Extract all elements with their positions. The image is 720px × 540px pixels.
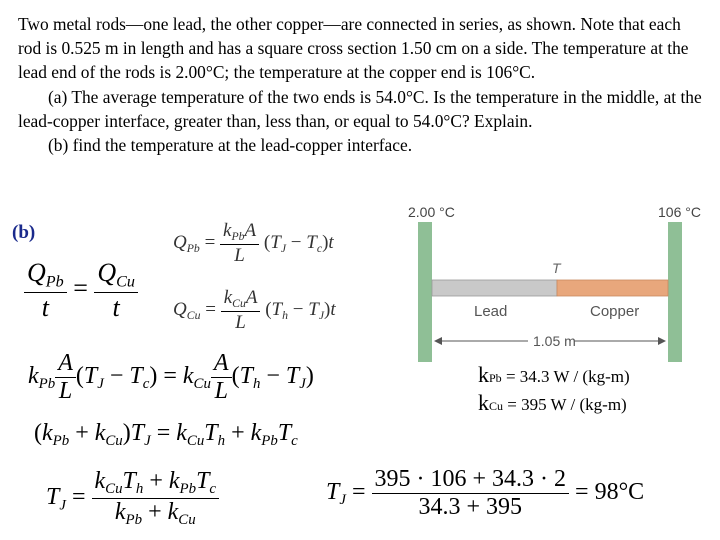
figure-rod-right: Copper xyxy=(590,303,640,320)
k-cu-subscript: Cu xyxy=(489,399,504,413)
length-arrow-right-head xyxy=(658,337,666,345)
problem-part-a: (a) The average temperature of the two ends is 54.0°C. Is the temperature in the middle, at the lead-copper interface, greater than, less than, or equal to 54.0°C? Explain. xyxy=(18,86,702,131)
k-cu-symbol: k xyxy=(478,390,489,415)
rods-figure xyxy=(400,200,720,365)
k-pb-symbol: k xyxy=(478,362,489,387)
problem-statement xyxy=(18,12,708,157)
constant-k-cu xyxy=(478,390,627,416)
heat-equation-lead: $Q_{Pb}$ = $\frac{k_{Pb}A}{L}$ $(T_J - T_c)t$ xyxy=(173,220,334,267)
copper-rod xyxy=(557,280,668,296)
constant-k-pb xyxy=(478,362,630,388)
left-wall xyxy=(418,222,432,362)
figure-temp-left: 2.00 °C xyxy=(408,204,455,220)
symbolic-solution: $T_J$ = $\frac{k_{Cu}T_h + k_{Pb}T_c}{k_{Pb} + k_{Cu}}$ xyxy=(46,468,219,529)
length-arrow-left-head xyxy=(434,337,442,345)
figure-junction-label: T xyxy=(552,260,561,276)
numeric-denominator: 34.3 + 395 xyxy=(372,493,570,521)
numeric-numerator: 395 · 106 + 34.3 · 2 xyxy=(374,466,567,492)
numeric-result: = 98°C xyxy=(575,479,645,506)
equal-rate-equation: $\frac{Q_{Pb}}{t}$ = $\frac{Q_{Cu}}{t}$ xyxy=(24,258,138,323)
figure-rod-left: Lead xyxy=(474,303,508,320)
problem-intro: Two metal rods—one lead, the other copper—are connected in series, as shown. Note that each rod is 0.525 m in length and has a square cross section 1.50 cm on a side. The temperature at the lead end of the rods is 2.00°C; the temperature at the copper end is 106°C. xyxy=(18,14,689,83)
right-wall xyxy=(668,222,682,362)
numeric-solution: $T_J$ = $\frac{395 \cdot 106 + 34.3 \cdot 2}{34.3 + 395}$ = 98°C xyxy=(326,466,645,520)
k-pb-value: = 34.3 W / (kg-m) xyxy=(501,367,630,386)
solution-label: (b) xyxy=(12,222,36,243)
rearranged-equation: $(k_{Pb} + k_{Cu})T_J = k_{Cu}T_h + k_{Pb}T_c$ xyxy=(34,420,298,450)
k-cu-value: = 395 W / (kg-m) xyxy=(503,395,627,414)
figure-length: 1.05 m xyxy=(533,333,576,349)
problem-part-b: (b) find the temperature at the lead-copper interface. xyxy=(48,135,413,156)
figure-temp-right: 106 °C xyxy=(658,204,701,220)
lead-rod xyxy=(432,280,557,296)
heat-equation-copper: $Q_{Cu}$ = $\frac{k_{Cu}A}{L}$ $(T_h - T_J)t$ xyxy=(173,287,336,334)
k-pb-subscript: Pb xyxy=(489,371,502,385)
substituted-equation: $k_{Pb}$ $\frac{A}{L}$ $(T_J - T_c) = k_{Cu}$ $\frac{A}{L}$ $(T_h - T_J)$ xyxy=(28,350,314,404)
